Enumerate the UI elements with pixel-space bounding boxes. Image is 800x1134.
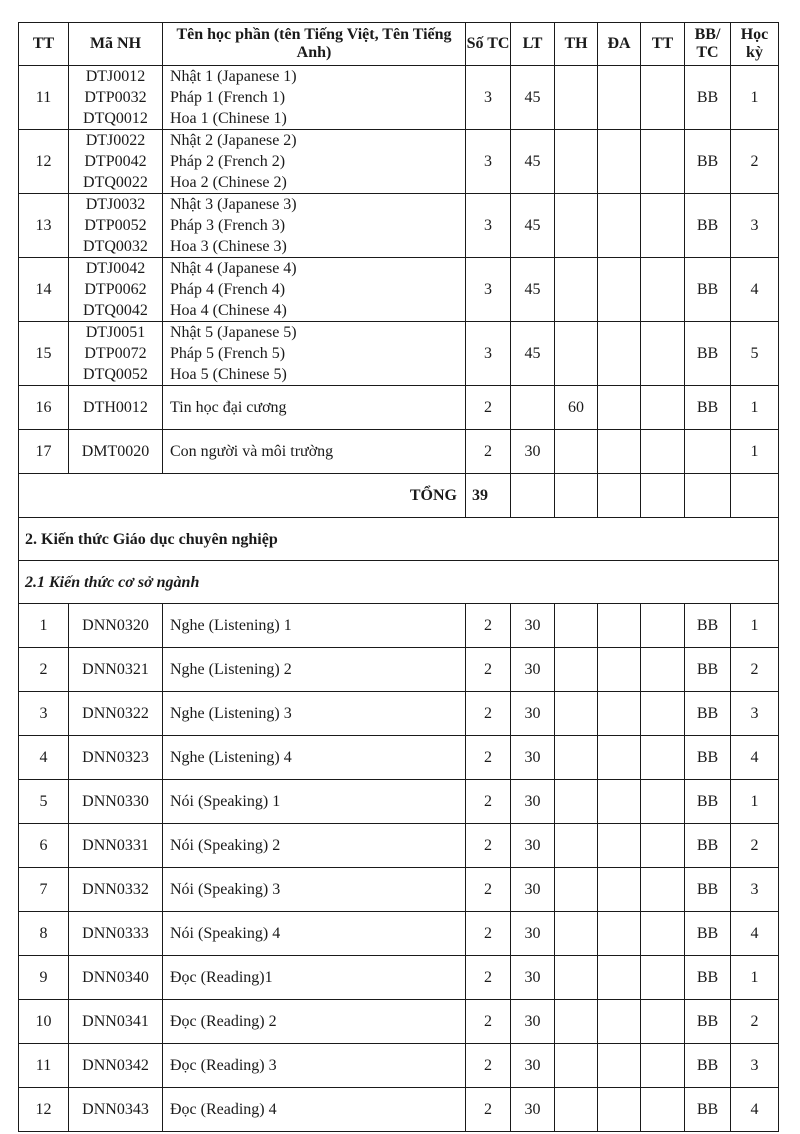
bb-tc-cell: BB xyxy=(685,736,731,780)
credits-cell: 2 xyxy=(466,386,511,430)
course-name-cell-line: Pháp 1 (French 1) xyxy=(170,89,286,106)
course-name-cell-line: Pháp 4 (French 4) xyxy=(170,281,286,298)
tt-cell xyxy=(641,604,685,648)
lt-cell: 30 xyxy=(511,692,555,736)
th-cell xyxy=(555,780,598,824)
table-row xyxy=(19,130,779,194)
header-tt2: TT xyxy=(641,23,685,66)
tt-cell xyxy=(641,956,685,1000)
course-name-cell: Nghe (Listening) 1 xyxy=(163,604,466,648)
table-row xyxy=(19,1000,779,1044)
table-row xyxy=(19,824,779,868)
bb-tc-cell: BB xyxy=(685,194,731,258)
bb-tc-cell: BB xyxy=(685,258,731,322)
bb-tc-cell: BB xyxy=(685,692,731,736)
bb-tc-cell xyxy=(685,430,731,474)
th-cell xyxy=(555,1000,598,1044)
row-number-cell: 17 xyxy=(19,430,69,474)
row-number-cell: 11 xyxy=(19,66,69,130)
credits-cell: 2 xyxy=(466,868,511,912)
row-number-cell: 5 xyxy=(19,780,69,824)
course-code-cell: DNN0332 xyxy=(69,868,163,912)
da-cell xyxy=(598,194,641,258)
row-number-cell: 15 xyxy=(19,322,69,386)
bb-tc-cell: BB xyxy=(685,956,731,1000)
credits-cell: 3 xyxy=(466,194,511,258)
header-so-tc: Số TC xyxy=(466,23,511,66)
course-code-cell-line: DTP0042 xyxy=(84,153,147,170)
table-row xyxy=(19,1088,779,1132)
semester-cell: 2 xyxy=(731,130,779,194)
th-cell xyxy=(555,1088,598,1132)
credits-cell: 2 xyxy=(466,1000,511,1044)
table-row xyxy=(19,912,779,956)
row-number-cell: 12 xyxy=(19,130,69,194)
header-row xyxy=(19,23,779,66)
course-code-cell-line: DTQ0042 xyxy=(83,302,148,319)
course-code-cell-line: DTQ0032 xyxy=(83,238,148,255)
course-code-cell: DNN0333 xyxy=(69,912,163,956)
semester-cell: 5 xyxy=(731,322,779,386)
table-row xyxy=(19,386,779,430)
tt-cell xyxy=(641,868,685,912)
credits-cell: 2 xyxy=(466,736,511,780)
course-name-cell: Nói (Speaking) 2 xyxy=(163,824,466,868)
bb-tc-cell: BB xyxy=(685,824,731,868)
course-name-cell xyxy=(163,194,466,258)
course-name-cell: Nghe (Listening) 3 xyxy=(163,692,466,736)
tt-cell xyxy=(641,692,685,736)
th-cell xyxy=(555,322,598,386)
course-name-cell-line: Hoa 4 (Chinese 4) xyxy=(170,302,287,319)
table-row xyxy=(19,194,779,258)
course-code-cell-line: DTJ0022 xyxy=(85,132,146,149)
header-da: ĐA xyxy=(598,23,641,66)
semester-cell: 1 xyxy=(731,66,779,130)
header-th: TH xyxy=(555,23,598,66)
course-code-cell: DNN0330 xyxy=(69,780,163,824)
total-row xyxy=(19,474,779,518)
da-cell xyxy=(598,824,641,868)
lt-cell: 30 xyxy=(511,780,555,824)
credits-cell: 2 xyxy=(466,1044,511,1088)
course-code-cell-line: DTP0062 xyxy=(84,281,147,298)
course-name-cell-line: Pháp 3 (French 3) xyxy=(170,217,286,234)
empty-cell xyxy=(555,474,598,518)
course-code-cell: DMT0020 xyxy=(69,430,163,474)
course-name-cell xyxy=(163,258,466,322)
semester-cell: 1 xyxy=(731,956,779,1000)
da-cell xyxy=(598,604,641,648)
lt-cell: 30 xyxy=(511,824,555,868)
table-row xyxy=(19,692,779,736)
course-code-cell-line: DTP0032 xyxy=(84,89,147,106)
th-cell xyxy=(555,956,598,1000)
table-row xyxy=(19,648,779,692)
row-number-cell: 16 xyxy=(19,386,69,430)
header-ma-nh: Mã NH xyxy=(69,23,163,66)
course-code-cell: DNN0331 xyxy=(69,824,163,868)
bb-tc-cell: BB xyxy=(685,868,731,912)
subsection-row xyxy=(19,561,779,604)
tt-cell xyxy=(641,322,685,386)
bb-tc-cell: BB xyxy=(685,604,731,648)
semester-cell: 2 xyxy=(731,824,779,868)
row-number-cell: 6 xyxy=(19,824,69,868)
row-number-cell: 4 xyxy=(19,736,69,780)
course-code-cell xyxy=(69,66,163,130)
tt-cell xyxy=(641,258,685,322)
header-ten-hoc-phan: Tên học phần (tên Tiếng Việt, Tên Tiếng Anh) xyxy=(163,23,466,66)
bb-tc-cell: BB xyxy=(685,1044,731,1088)
da-cell xyxy=(598,430,641,474)
table-row xyxy=(19,258,779,322)
da-cell xyxy=(598,258,641,322)
course-code-cell: DNN0343 xyxy=(69,1088,163,1132)
semester-cell: 4 xyxy=(731,258,779,322)
lt-cell: 30 xyxy=(511,430,555,474)
lt-cell: 45 xyxy=(511,322,555,386)
tt-cell xyxy=(641,736,685,780)
da-cell xyxy=(598,868,641,912)
th-cell xyxy=(555,868,598,912)
course-code-cell: DNN0322 xyxy=(69,692,163,736)
th-cell xyxy=(555,692,598,736)
bb-tc-cell: BB xyxy=(685,66,731,130)
course-name-cell xyxy=(163,322,466,386)
header-hoc-ky: Học kỳ xyxy=(731,23,779,66)
credits-cell: 2 xyxy=(466,824,511,868)
bb-tc-cell: BB xyxy=(685,912,731,956)
bb-tc-cell: BB xyxy=(685,386,731,430)
lt-cell: 30 xyxy=(511,604,555,648)
th-cell xyxy=(555,1044,598,1088)
course-name-cell-line: Hoa 1 (Chinese 1) xyxy=(170,110,287,127)
th-cell xyxy=(555,194,598,258)
credits-cell: 3 xyxy=(466,130,511,194)
credits-cell: 3 xyxy=(466,66,511,130)
semester-cell: 2 xyxy=(731,648,779,692)
tt-cell xyxy=(641,1044,685,1088)
tt-cell xyxy=(641,130,685,194)
credits-cell: 3 xyxy=(466,258,511,322)
th-cell xyxy=(555,824,598,868)
course-code-cell-line: DTJ0012 xyxy=(85,68,146,85)
course-name-cell-line: Hoa 5 (Chinese 5) xyxy=(170,366,287,383)
empty-cell xyxy=(598,474,641,518)
da-cell xyxy=(598,912,641,956)
semester-cell: 1 xyxy=(731,604,779,648)
semester-cell: 4 xyxy=(731,1088,779,1132)
curriculum-table xyxy=(18,22,779,1132)
total-credits: 39 xyxy=(466,474,511,518)
course-name-cell: Đọc (Reading) 4 xyxy=(163,1088,466,1132)
lt-cell: 45 xyxy=(511,194,555,258)
course-code-cell-line: DTQ0012 xyxy=(83,110,148,127)
th-cell xyxy=(555,912,598,956)
subsection-title: 2.1 Kiến thức cơ sở ngành xyxy=(19,561,779,604)
tt-cell xyxy=(641,824,685,868)
lt-cell: 30 xyxy=(511,1044,555,1088)
da-cell xyxy=(598,66,641,130)
th-cell xyxy=(555,430,598,474)
course-name-cell-line: Hoa 2 (Chinese 2) xyxy=(170,174,287,191)
semester-cell: 3 xyxy=(731,868,779,912)
course-name-cell-line: Nhật 4 (Japanese 4) xyxy=(170,260,297,277)
semester-cell: 4 xyxy=(731,912,779,956)
th-cell xyxy=(555,130,598,194)
course-code-cell-line: DTP0072 xyxy=(84,345,147,362)
da-cell xyxy=(598,322,641,386)
lt-cell: 30 xyxy=(511,1088,555,1132)
da-cell xyxy=(598,1088,641,1132)
course-name-cell-line: Nhật 2 (Japanese 2) xyxy=(170,132,297,149)
semester-cell: 1 xyxy=(731,430,779,474)
semester-cell: 3 xyxy=(731,194,779,258)
course-name-cell: Tin học đại cương xyxy=(163,386,466,430)
bb-tc-cell: BB xyxy=(685,780,731,824)
course-code-cell xyxy=(69,258,163,322)
course-code-cell: DNN0342 xyxy=(69,1044,163,1088)
course-code-cell-line: DTJ0032 xyxy=(85,196,146,213)
table-row xyxy=(19,956,779,1000)
tt-cell xyxy=(641,194,685,258)
course-code-cell: DNN0323 xyxy=(69,736,163,780)
da-cell xyxy=(598,780,641,824)
course-code-cell-line: DTQ0052 xyxy=(83,366,148,383)
course-name-cell-line: Nhật 3 (Japanese 3) xyxy=(170,196,297,213)
credits-cell: 3 xyxy=(466,322,511,386)
row-number-cell: 1 xyxy=(19,604,69,648)
lt-cell: 30 xyxy=(511,868,555,912)
course-code-cell-line: DTJ0051 xyxy=(85,324,146,341)
da-cell xyxy=(598,386,641,430)
th-cell: 60 xyxy=(555,386,598,430)
empty-cell xyxy=(731,474,779,518)
course-code-cell: DNN0321 xyxy=(69,648,163,692)
row-number-cell: 12 xyxy=(19,1088,69,1132)
row-number-cell: 14 xyxy=(19,258,69,322)
tt-cell xyxy=(641,386,685,430)
course-name-cell xyxy=(163,130,466,194)
row-number-cell: 9 xyxy=(19,956,69,1000)
course-name-cell: Nói (Speaking) 1 xyxy=(163,780,466,824)
bb-tc-cell: BB xyxy=(685,648,731,692)
tt-cell xyxy=(641,430,685,474)
lt-cell xyxy=(511,386,555,430)
tt-cell xyxy=(641,912,685,956)
course-name-cell xyxy=(163,66,466,130)
table-row xyxy=(19,868,779,912)
credits-cell: 2 xyxy=(466,430,511,474)
lt-cell: 30 xyxy=(511,736,555,780)
course-code-cell: DNN0320 xyxy=(69,604,163,648)
da-cell xyxy=(598,956,641,1000)
credits-cell: 2 xyxy=(466,912,511,956)
table-row xyxy=(19,322,779,386)
bb-tc-cell: BB xyxy=(685,1088,731,1132)
tt-cell xyxy=(641,648,685,692)
tt-cell xyxy=(641,1000,685,1044)
da-cell xyxy=(598,648,641,692)
lt-cell: 30 xyxy=(511,648,555,692)
semester-cell: 3 xyxy=(731,692,779,736)
table-row xyxy=(19,736,779,780)
th-cell xyxy=(555,736,598,780)
course-name-cell-line: Hoa 3 (Chinese 3) xyxy=(170,238,287,255)
semester-cell: 3 xyxy=(731,1044,779,1088)
course-code-cell: DNN0340 xyxy=(69,956,163,1000)
course-code-cell xyxy=(69,322,163,386)
empty-cell xyxy=(641,474,685,518)
table-row xyxy=(19,1044,779,1088)
table-row xyxy=(19,430,779,474)
course-code-cell: DNN0341 xyxy=(69,1000,163,1044)
tt-cell xyxy=(641,66,685,130)
lt-cell: 30 xyxy=(511,956,555,1000)
course-name-cell-line: Nhật 5 (Japanese 5) xyxy=(170,324,297,341)
header-tt: TT xyxy=(19,23,69,66)
row-number-cell: 2 xyxy=(19,648,69,692)
course-code-cell xyxy=(69,194,163,258)
header-bb-tc: BB/ TC xyxy=(685,23,731,66)
course-name-cell-line: Nhật 1 (Japanese 1) xyxy=(170,68,297,85)
total-label: TỔNG xyxy=(19,474,466,518)
row-number-cell: 3 xyxy=(19,692,69,736)
credits-cell: 2 xyxy=(466,648,511,692)
credits-cell: 2 xyxy=(466,956,511,1000)
course-name-cell-line: Pháp 5 (French 5) xyxy=(170,345,286,362)
credits-cell: 2 xyxy=(466,692,511,736)
da-cell xyxy=(598,1044,641,1088)
da-cell xyxy=(598,736,641,780)
th-cell xyxy=(555,258,598,322)
lt-cell: 45 xyxy=(511,130,555,194)
row-number-cell: 7 xyxy=(19,868,69,912)
course-name-cell-line: Pháp 2 (French 2) xyxy=(170,153,286,170)
row-number-cell: 11 xyxy=(19,1044,69,1088)
course-name-cell: Con người và môi trường xyxy=(163,430,466,474)
course-name-cell: Nghe (Listening) 4 xyxy=(163,736,466,780)
da-cell xyxy=(598,692,641,736)
course-code-cell: DTH0012 xyxy=(69,386,163,430)
section-title: 2. Kiến thức Giáo dục chuyên nghiệp xyxy=(19,518,779,561)
course-name-cell: Đọc (Reading) 3 xyxy=(163,1044,466,1088)
lt-cell: 30 xyxy=(511,912,555,956)
th-cell xyxy=(555,66,598,130)
course-name-cell: Đọc (Reading)1 xyxy=(163,956,466,1000)
th-cell xyxy=(555,648,598,692)
th-cell xyxy=(555,604,598,648)
lt-cell: 45 xyxy=(511,258,555,322)
course-code-cell-line: DTJ0042 xyxy=(85,260,146,277)
course-name-cell: Nói (Speaking) 3 xyxy=(163,868,466,912)
semester-cell: 2 xyxy=(731,1000,779,1044)
course-name-cell: Đọc (Reading) 2 xyxy=(163,1000,466,1044)
table-row xyxy=(19,66,779,130)
credits-cell: 2 xyxy=(466,780,511,824)
bb-tc-cell: BB xyxy=(685,130,731,194)
bb-tc-cell: BB xyxy=(685,1000,731,1044)
bb-tc-cell: BB xyxy=(685,322,731,386)
course-code-cell-line: DTQ0022 xyxy=(83,174,148,191)
row-number-cell: 10 xyxy=(19,1000,69,1044)
table-row xyxy=(19,604,779,648)
credits-cell: 2 xyxy=(466,1088,511,1132)
header-lt: LT xyxy=(511,23,555,66)
semester-cell: 1 xyxy=(731,780,779,824)
course-code-cell xyxy=(69,130,163,194)
empty-cell xyxy=(685,474,731,518)
tt-cell xyxy=(641,780,685,824)
credits-cell: 2 xyxy=(466,604,511,648)
section-row xyxy=(19,518,779,561)
lt-cell: 45 xyxy=(511,66,555,130)
lt-cell: 30 xyxy=(511,1000,555,1044)
da-cell xyxy=(598,130,641,194)
semester-cell: 4 xyxy=(731,736,779,780)
course-name-cell: Nói (Speaking) 4 xyxy=(163,912,466,956)
row-number-cell: 13 xyxy=(19,194,69,258)
tt-cell xyxy=(641,1088,685,1132)
da-cell xyxy=(598,1000,641,1044)
table-row xyxy=(19,780,779,824)
semester-cell: 1 xyxy=(731,386,779,430)
course-name-cell: Nghe (Listening) 2 xyxy=(163,648,466,692)
row-number-cell: 8 xyxy=(19,912,69,956)
empty-cell xyxy=(511,474,555,518)
course-code-cell-line: DTP0052 xyxy=(84,217,147,234)
